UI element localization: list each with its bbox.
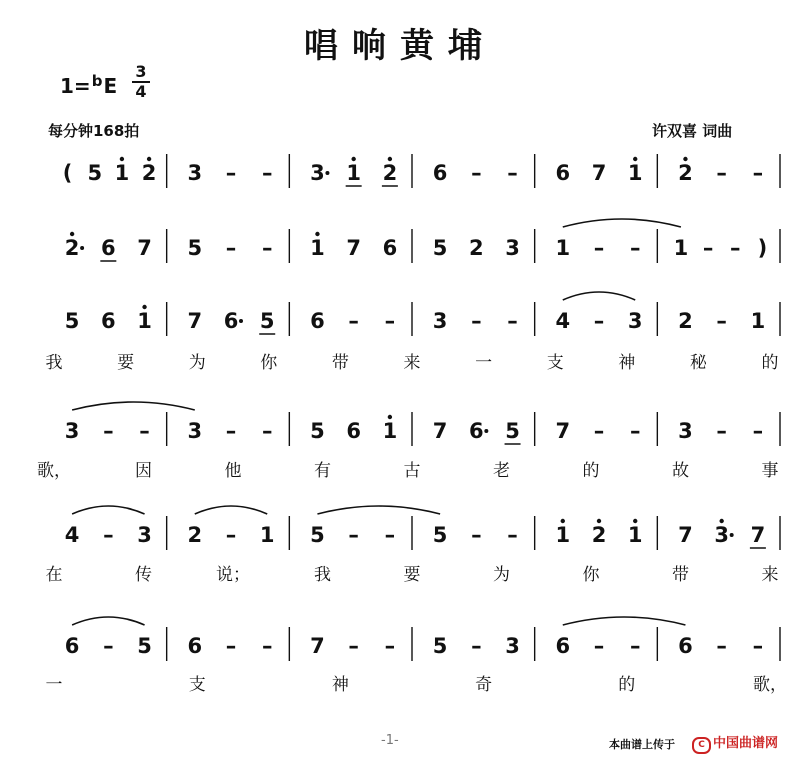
site-name: 中国曲谱网: [713, 736, 779, 751]
lyric-syllable: 神: [618, 353, 636, 373]
dash-extension: –: [593, 309, 605, 333]
note: 1: [114, 161, 130, 185]
dash-extension: –: [103, 419, 114, 443]
lyric-syllable: 支: [546, 353, 564, 373]
lyric-syllable: 的: [761, 353, 779, 373]
note: 6: [101, 309, 116, 333]
note: 3: [137, 523, 152, 547]
lyric-syllable: 一: [45, 675, 63, 695]
note: 1: [627, 523, 643, 547]
dash-extension: –: [225, 634, 237, 658]
note: 1: [382, 419, 398, 443]
lyric-syllable: 你: [582, 565, 600, 585]
lyric-syllable: 故: [672, 461, 689, 481]
note: 6: [64, 634, 80, 658]
note: 3: [310, 161, 325, 185]
key-prefix: 1=: [60, 74, 91, 98]
lyric-syllable: 的: [582, 461, 600, 481]
high-octave-dot: [142, 305, 146, 309]
note: 5: [64, 309, 80, 333]
time-denominator: 4: [132, 81, 150, 101]
lyric-syllable: 为: [493, 565, 510, 585]
note: 3: [432, 309, 448, 333]
time-numerator: 3: [135, 62, 147, 81]
tie: [195, 506, 267, 514]
dash-extension: –: [103, 523, 114, 547]
high-octave-dot: [561, 519, 565, 523]
dash-extension: –: [225, 523, 237, 547]
lyric-syllable: 带: [672, 565, 689, 585]
site-logo-icon: C: [692, 737, 711, 754]
note: 7: [555, 419, 571, 443]
note: 1: [137, 309, 152, 333]
lyric-syllable: 古: [403, 461, 421, 481]
bracket: ): [757, 236, 768, 260]
dash-extension: –: [629, 236, 641, 260]
dash-extension: –: [716, 309, 727, 333]
note: 1: [750, 309, 766, 333]
note: 1: [259, 523, 275, 547]
note: 3: [505, 634, 520, 658]
lyric-syllable: 歌，: [37, 461, 71, 481]
dash-extension: –: [348, 309, 359, 333]
note: 6: [101, 236, 116, 260]
high-octave-dot: [633, 157, 637, 161]
lyric-syllable: 的: [618, 675, 636, 695]
dash-extension: –: [348, 523, 359, 547]
note: 4: [555, 309, 571, 333]
dash-extension: –: [471, 634, 482, 658]
note: 7: [591, 161, 607, 185]
note: 7: [310, 634, 325, 658]
note: 2: [382, 161, 398, 185]
lyric-syllable: 他: [224, 461, 242, 481]
note: 6: [555, 634, 571, 658]
lyric-syllable: 神: [331, 675, 349, 695]
dash-extension: –: [103, 634, 114, 658]
note: 6: [382, 236, 398, 260]
note: 5: [505, 419, 520, 443]
note: 2: [64, 236, 80, 260]
dash-extension: –: [261, 161, 273, 185]
note: 7: [137, 236, 152, 260]
dash-extension: –: [752, 419, 764, 443]
dash-extension: –: [593, 236, 605, 260]
note: 3: [187, 161, 203, 185]
high-octave-dot: [351, 157, 355, 161]
high-octave-dot: [315, 232, 319, 236]
tie: [563, 292, 635, 300]
lyric-syllable: 我: [45, 353, 63, 373]
lyric-syllable: 有: [314, 461, 331, 481]
note: 1: [555, 236, 571, 260]
tie: [563, 219, 681, 227]
note: 3: [714, 523, 729, 547]
note: 3: [505, 236, 520, 260]
note: 4: [64, 523, 80, 547]
note: 2: [591, 523, 607, 547]
dash-extension: –: [261, 236, 273, 260]
lyric-syllable: 秘: [689, 353, 707, 373]
augmentation-dot: [484, 429, 488, 433]
augmentation-dot: [80, 246, 84, 250]
high-octave-dot: [388, 157, 392, 161]
dash-extension: –: [384, 309, 396, 333]
note: 3: [64, 419, 80, 443]
note: 1: [346, 161, 361, 185]
tie: [72, 617, 144, 625]
lyric-syllable: 要: [403, 565, 421, 585]
augmentation-dot: [325, 171, 329, 175]
key-note: E: [103, 74, 118, 98]
note: 3: [187, 419, 203, 443]
note: 5: [310, 419, 325, 443]
note: 5: [259, 309, 275, 333]
dash-extension: –: [471, 309, 482, 333]
lyric-syllable: 我: [314, 565, 331, 585]
note: 5: [87, 161, 103, 185]
note: 6: [346, 419, 361, 443]
dash-extension: –: [752, 161, 764, 185]
dash-extension: –: [384, 634, 396, 658]
note: 2: [141, 161, 157, 185]
flat-symbol: b: [91, 72, 103, 90]
lyric-syllable: 老: [493, 461, 510, 481]
note: 7: [187, 309, 203, 333]
high-octave-dot: [388, 415, 392, 419]
augmentation-dot: [730, 533, 734, 537]
lyric-syllable: 歌，: [753, 675, 787, 695]
high-octave-dot: [147, 157, 151, 161]
lyric-syllable: 在: [45, 565, 63, 585]
note: 6: [432, 161, 448, 185]
dash-extension: –: [261, 419, 273, 443]
note: 5: [137, 634, 152, 658]
note: 5: [432, 634, 448, 658]
note: 6: [555, 161, 571, 185]
note: 2: [187, 523, 203, 547]
upload-note: 本曲谱上传于: [609, 738, 675, 751]
site-logo: [692, 732, 778, 754]
bracket: (: [62, 161, 73, 185]
note: 1: [310, 236, 325, 260]
dash-extension: –: [716, 161, 727, 185]
lyric-syllable: 来: [761, 565, 779, 585]
high-octave-dot: [633, 519, 637, 523]
dash-extension: –: [261, 634, 273, 658]
high-octave-dot: [683, 157, 687, 161]
dash-extension: –: [471, 523, 482, 547]
dash-extension: –: [702, 236, 714, 260]
tie: [563, 617, 686, 625]
dash-extension: –: [348, 634, 359, 658]
note: 5: [432, 236, 448, 260]
dash-extension: –: [471, 161, 482, 185]
dash-extension: –: [225, 161, 237, 185]
dash-extension: –: [507, 309, 518, 333]
note: 6: [469, 419, 484, 443]
note: 5: [310, 523, 325, 547]
lyric-syllable: 带: [331, 353, 349, 373]
high-octave-dot: [120, 157, 124, 161]
dash-extension: –: [507, 523, 518, 547]
lyric-syllable: 你: [260, 353, 278, 373]
dash-extension: –: [629, 419, 641, 443]
composer-credit: 许双喜 词曲: [652, 122, 733, 140]
high-octave-dot: [719, 519, 723, 523]
note: 1: [627, 161, 643, 185]
note: 2: [678, 309, 693, 333]
note: 1: [673, 236, 689, 260]
dash-extension: –: [593, 419, 605, 443]
dash-extension: –: [752, 634, 764, 658]
dash-extension: –: [730, 236, 741, 260]
dash-extension: –: [225, 419, 237, 443]
tempo-marking: 每分钟168拍: [48, 122, 140, 140]
note: 3: [627, 309, 643, 333]
page-number: -1-: [381, 733, 399, 748]
lyric-syllable: 要: [117, 353, 135, 373]
lyric-syllable: 说；: [216, 565, 250, 585]
dash-extension: –: [716, 634, 727, 658]
note: 5: [432, 523, 448, 547]
high-octave-dot: [70, 232, 74, 236]
note: 2: [678, 161, 693, 185]
lyric-syllable: 为: [188, 353, 206, 373]
note: 7: [432, 419, 448, 443]
note: 7: [750, 523, 766, 547]
note: 6: [223, 309, 239, 333]
note: 3: [678, 419, 693, 443]
note: 7: [678, 523, 693, 547]
lyric-syllable: 因: [135, 461, 152, 481]
augmentation-dot: [239, 319, 243, 323]
dash-extension: –: [507, 161, 518, 185]
dash-extension: –: [384, 523, 396, 547]
note: 7: [346, 236, 361, 260]
note: 5: [187, 236, 203, 260]
lyric-syllable: 传: [135, 565, 152, 585]
note: 2: [469, 236, 484, 260]
lyric-syllable: 支: [188, 675, 206, 695]
dash-extension: –: [225, 236, 237, 260]
tie: [72, 402, 195, 410]
lyric-syllable: 来: [403, 353, 421, 373]
note: 6: [310, 309, 325, 333]
high-octave-dot: [597, 519, 601, 523]
song-title: 唱响黄埔: [304, 26, 496, 66]
lyric-syllable: 奇: [475, 675, 493, 695]
dash-extension: –: [629, 634, 641, 658]
lyric-syllable: 事: [761, 461, 779, 481]
lyric-syllable: 一: [475, 353, 493, 373]
note: 6: [187, 634, 203, 658]
tie: [72, 506, 144, 514]
note: 1: [555, 523, 571, 547]
note: 6: [678, 634, 693, 658]
tie: [317, 506, 440, 514]
dash-extension: –: [139, 419, 150, 443]
dash-extension: –: [716, 419, 727, 443]
dash-extension: –: [593, 634, 605, 658]
